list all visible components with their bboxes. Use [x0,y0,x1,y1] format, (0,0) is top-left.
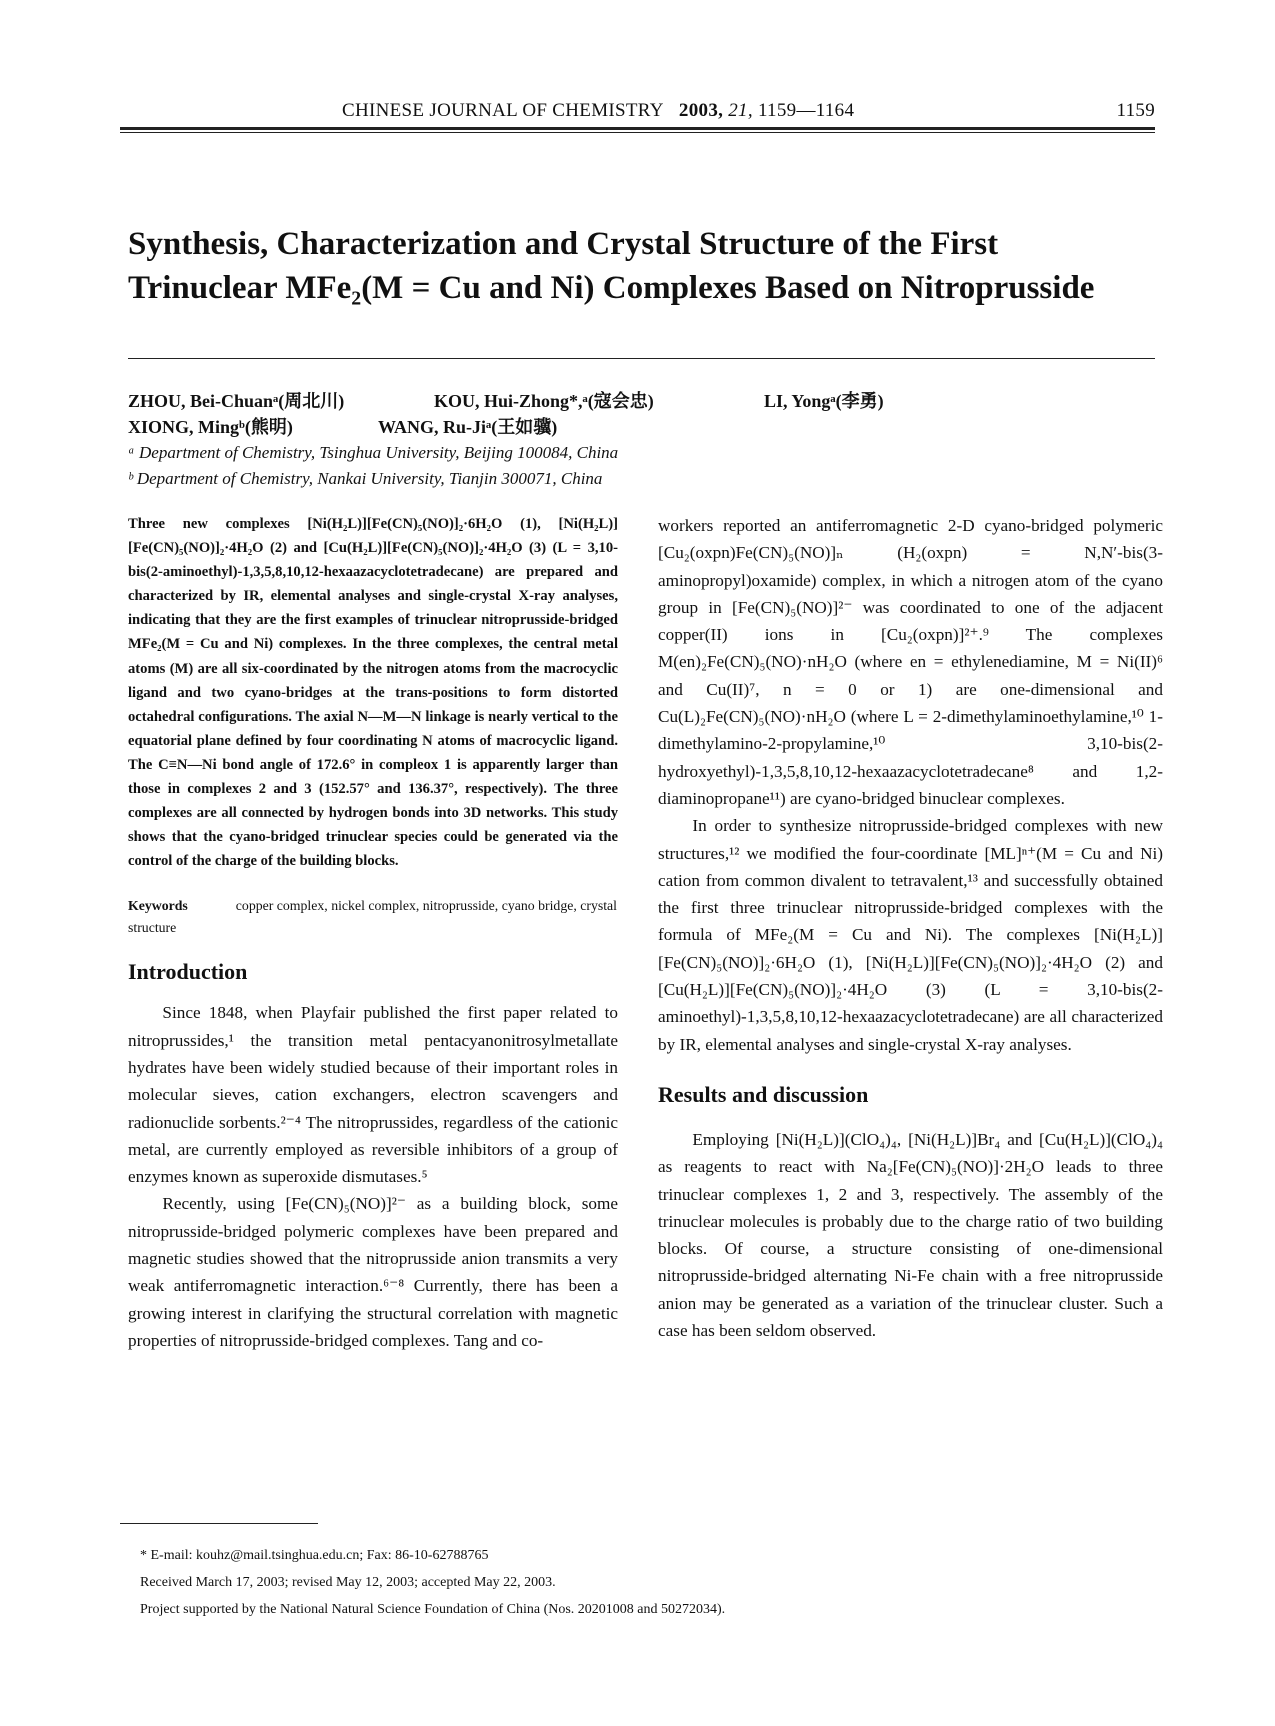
introduction-heading: Introduction [128,959,248,985]
left-column [128,512,618,1354]
intro-paragraph-4: In order to synthesize nitroprusside-bridged complexes with new structures,¹² we modified the four-coordinate [ML]ⁿ⁺(M = Cu and Ni) cation from common divalent to tetravalent,¹³ and successfully obtained the first three trinuclear nitroprusside-bridged complexes with the formula of MFe₂(M = Cu and Ni). The complexes [Ni(H₂L)][Fe(CN)₅(NO)]₂·6H₂O (1), [Ni(H₂L)][Fe(CN)₅(NO)]₂·4H₂O (2) and [Cu(H₂L)][Fe(CN)₅(NO)]₂·4H₂O (3) (L = 3,10-bis(2-aminoethyl)-1,3,5,8,10,12-hexaazacyclotetradecane) are all characterized by IR, elemental analyses and single-crystal X-ray analyses. [658,816,1163,1054]
keywords-text: copper complex, nickel complex, nitroprusside, cyano bridge, crystal structure [128,898,618,936]
author-li: LI, Yongᵃ(李勇) [764,391,884,411]
journal-citation [342,100,854,122]
right-column [658,512,1163,1344]
intro-paragraph-3: workers reported an antiferromagnetic 2-D cyano-bridged polymeric [Cu₂(oxpn)Fe(CN)₅(NO)]ₙ (H₂(oxpn) = N,N′-bis(3-aminopropyl)oxamide) complex, in which a nitrogen atom of the cyano group in [Fe(CN)₅(NO)]²⁻ was coordinated to one of the adjacent copper(II) ions in [Cu₂(oxpn)]²⁺.⁹ The complexes M(en)₂Fe(CN)₅(NO)·nH₂O (where en = ethylenediamine, M = Ni(II)⁶ and Cu(II)⁷, n = 0 or 1) are one-dimensional and Cu(L)₂Fe(CN)₅(NO)·nH₂O (where L = 2-dimethylaminoethylamine,¹⁰ 1-dimethylamino-2-propylamine,¹⁰ 3,10-bis(2-hydroxyethyl)-1,3,5,8,10,12-hexaazacyclotetradecane⁸ and 1,2-diaminopropane¹¹) are cyano-bridged binuclear complexes. [658,516,1163,808]
running-header [120,96,1155,126]
footnote-funding: Project supported by the National Natural Science Foundation of China (Nos. 20201008 and 50272034). [140,1602,726,1617]
affiliation-b: ᵇ Department of Chemistry, Nankai University, Tianjin 300071, China [128,469,603,488]
results-paragraph-1: Employing [Ni(H₂L)](ClO₄)₄, [Ni(H₂L)]Br₄ and [Cu(H₂L)](ClO₄)₄ as reagents to react with Na₂[Fe(CN)₅(NO)]·2H₂O leads to three trinuclear complexes 1, 2 and 3, respectively. The assembly of the trinuclear molecules is probably due to the charge ratio of two building blocks. Of course, a structure consisting of one-dimensional nitroprusside-bridged alternating Ni-Fe chain with a free nitroprusside anion may be generated as a variation of the trinuclear cluster. Such a case has been seldom observed. [658,1129,1163,1341]
keywords [128,895,618,939]
intro-paragraph-2: Recently, using [Fe(CN)₅(NO)]²⁻ as a building block, some nitroprusside-bridged polymeric complexes have been prepared and magnetic studies showed that the nitroprusside anion transmits a very weak antiferromagnetic interaction.⁶⁻⁸ Currently, there has been a growing interest in clarifying the structural correlation with magnetic properties of nitroprusside-bridged complexes. Tang and co- [128,1194,618,1350]
keywords-label: Keywords [128,898,188,914]
author-wang: WANG, Ru-Jiᵃ(王如骥) [378,417,558,437]
abstract: Three new complexes [Ni(H₂L)][Fe(CN)₅(NO)]₂·6H₂O (1), [Ni(H₂L)][Fe(CN)₅(NO)]₂·4H₂O (2) and [Cu(H₂L)][Fe(CN)₅(NO)]₂·4H₂O (3) (L = 3,10-bis(2-aminoethyl)-1,3,5,8,10,12-hexaazacyclotetradecane) are prepared and characterized by IR, elemental analyses and single-crystal X-ray analyses, indicating that they are the first examples of trinuclear nitroprusside-bridged MFe₂(M = Cu and Ni) complexes. In the three complexes, the central metal atoms (M) are all six-coordinated by the nitrogen atoms from the macrocyclic ligand and two cyano-bridges at the trans-positions to form distorted octahedral configurations. The axial N—M—N linkage is nearly vertical to the equatorial plane defined by four coordinating N atoms of macrocyclic ligand. The C≡N—Ni bond angle of 172.6° in compleox 1 is apparently larger than those in complexes 2 and 3 (152.57° and 136.37°, respectively). The three complexes are all connected by hydrogen bonds into 3D networks. This study shows that the cyano-bridged trinuclear species could be generated via the control of the charge of the building blocks. [128,516,618,870]
journal-volume: 21, [728,100,753,121]
header-rule-thick [120,127,1155,130]
footnotes [140,1542,1040,1623]
journal-name: CHINESE JOURNAL OF CHEMISTRY [342,100,664,121]
affiliation-a: ᵃ Department of Chemistry, Tsinghua University, Beijing 100084, China [128,443,619,462]
footnote-received: Received March 17, 2003; revised May 12, 2003; accepted May 22, 2003. [140,1575,556,1590]
author-kou: KOU, Hui-Zhong*,ᵃ(寇会忠) [434,391,654,411]
author-block [128,388,1148,492]
author-zhou: ZHOU, Bei-Chuanᵃ(周北川) [128,391,345,411]
page-number: 1159 [1116,100,1155,121]
results-heading: Results and discussion [658,1081,869,1107]
paper-title: Synthesis, Characterization and Crystal Structure of the First Trinuclear MFe₂(M = Cu and Ni) Complexes Based on Nitroprusside [128,226,1095,306]
title-rule [128,358,1155,359]
intro-paragraph-1: Since 1848, when Playfair published the first paper related to nitroprussides,¹ the transition metal pentacyanonitrosylmetallate hydrates have been widely studied because of their important roles in molecular sieves, cation exchangers, electron scavengers and radionuclide sorbents.²⁻⁴ The nitroprussides, regardless of the cationic metal, are currently employed as reversible inhibitors of a group of enzymes known as superoxide dismutases.⁵ [128,1003,618,1187]
journal-pages: 1159—1164 [757,100,855,121]
author-xiong: XIONG, Mingᵇ(熊明) [128,417,293,437]
journal-year: 2003, [678,100,724,121]
header-rule-thin [120,132,1155,133]
footnote-email: * E-mail: kouhz@mail.tsinghua.edu.cn; Fax: 86-10-62788765 [140,1548,489,1563]
footnote-rule [120,1523,318,1524]
